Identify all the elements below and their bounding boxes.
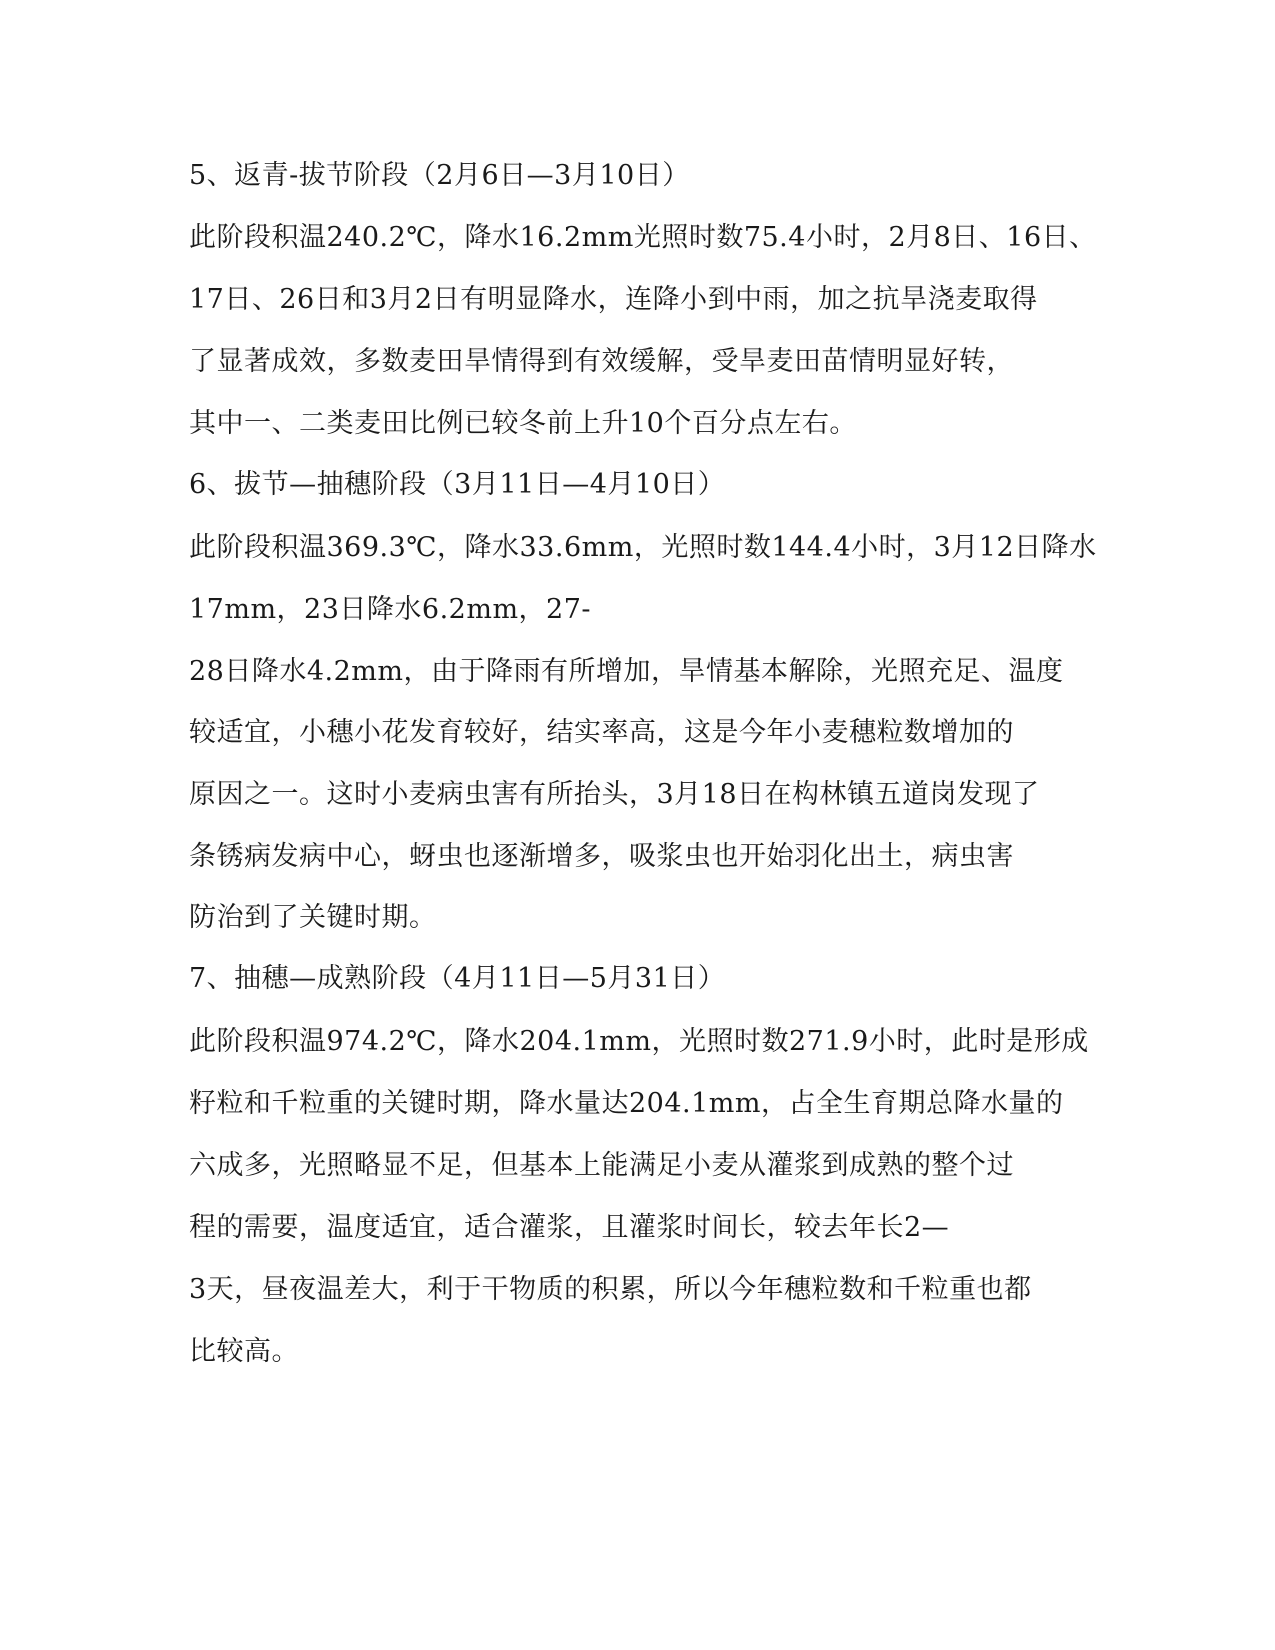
section-6-paragraph-line: 原因之一。这时小麦病虫害有所抬头，3月18日在构林镇五道岗发现了 (189, 779, 1040, 810)
section-6-paragraph-line: 此阶段积温369.3℃，降水33.6mm，光照时数144.4小时，3月12日降水 (189, 532, 1097, 563)
section-5-paragraph-line: 了显著成效，多数麦田旱情得到有效缓解，受旱麦田苗情明显好转， (189, 346, 1014, 377)
section-5-paragraph-line: 17日、26日和3月2日有明显降水，连降小到中雨，加之抗旱浇麦取得 (189, 284, 1038, 315)
section-7-paragraph-line: 此阶段积温974.2℃，降水204.1mm，光照时数271.9小时，此时是形成 (189, 1026, 1089, 1057)
section-6-paragraph-line: 28日降水4.2mm，由于降雨有所增加，旱情基本解除，光照充足、温度 (189, 656, 1064, 687)
section-7-paragraph-line: 程的需要，温度适宜，适合灌浆，且灌浆时间长，较去年长2— (189, 1212, 950, 1243)
section-5-paragraph-line: 其中一、二类麦田比例已较冬前上升10个百分点左右。 (189, 408, 857, 439)
section-7-paragraph-line: 六成多，光照略显不足，但基本上能满足小麦从灌浆到成熟的整个过 (189, 1150, 1014, 1181)
section-7-paragraph-line: 籽粒和千粒重的关键时期，降水量达204.1mm，占全生育期总降水量的 (189, 1088, 1064, 1119)
section-6-paragraph-line: 较适宜，小穗小花发育较好，结实率高，这是今年小麦穗粒数增加的 (189, 717, 1014, 748)
section-7-paragraph-line: 3天，昼夜温差大，利于干物质的积累，所以今年穗粒数和千粒重也都 (189, 1274, 1032, 1305)
section-6-paragraph-line: 防治到了关键时期。 (189, 902, 437, 933)
section-7-paragraph-line: 比较高。 (189, 1336, 299, 1367)
section-7-heading: 7、抽穗—成熟阶段（4月11日—5月31日） (189, 963, 726, 994)
section-5-paragraph-line: 此阶段积温240.2℃，降水16.2mm光照时数75.4小时，2月8日、16日、 (189, 222, 1097, 253)
section-6-heading: 6、拔节—抽穗阶段（3月11日—4月10日） (189, 469, 726, 500)
section-5-heading: 5、返青-拔节阶段（2月6日—3月10日） (189, 160, 690, 191)
section-6-paragraph-line: 17mm，23日降水6.2mm，27- (189, 594, 592, 625)
section-6-paragraph-line: 条锈病发病中心，蚜虫也逐渐增多，吸浆虫也开始羽化出土，病虫害 (189, 841, 1014, 872)
